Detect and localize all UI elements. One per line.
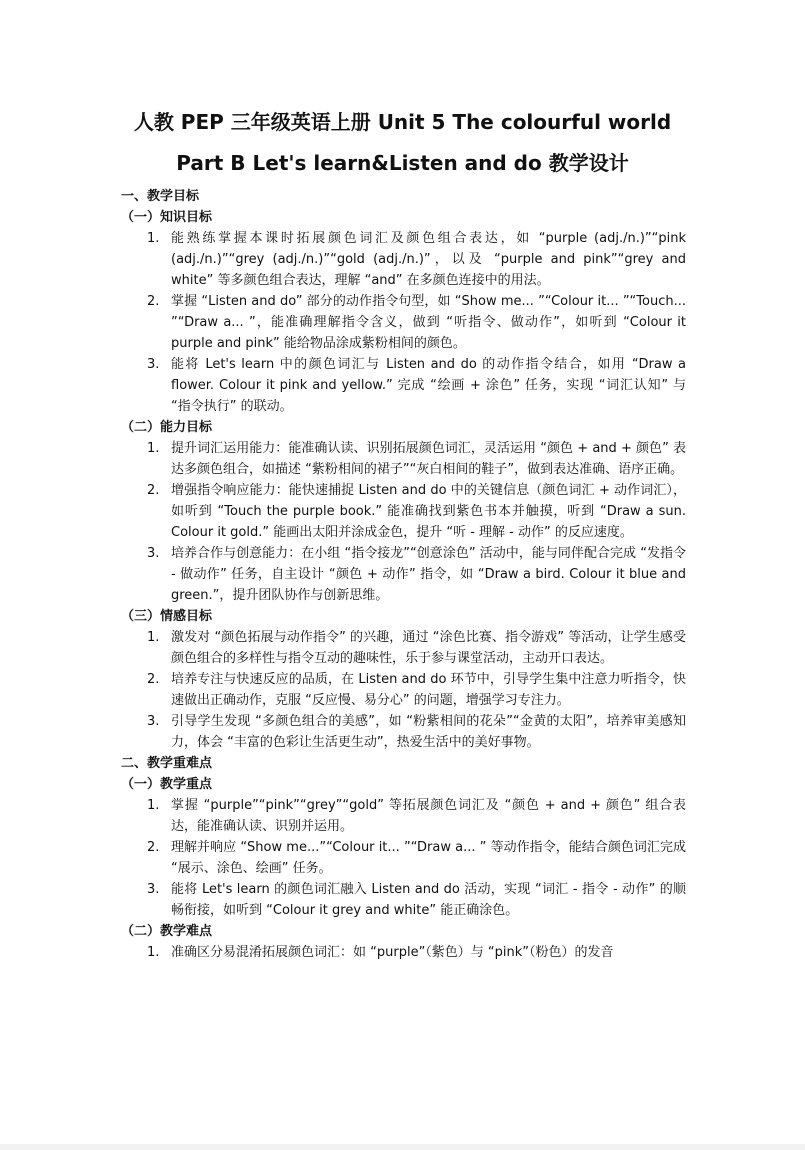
- list-item-text: 培养专注与快速反应的品质，在 Listen and do 环节中，引导学生集中注意力听指令，快速做出正确动作，克服 “反应慢、易分心” 的问题，增强学习专注力。: [171, 672, 686, 708]
- list-item: [121, 480, 686, 543]
- section-heading-key-difficult-points: 二、教学重难点: [121, 756, 213, 771]
- list-item-text: 能将 Let's learn 的颜色词汇融入 Listen and do 活动，实现 “词汇 - 指令 - 动作” 的顺畅衔接，如听到 “Colour it grey and white” 能正确涂色。: [171, 882, 686, 918]
- subsection-heading-knowledge-goals: （一）知识目标: [121, 210, 213, 225]
- list-item-number: 2.: [147, 672, 160, 687]
- list-item: [121, 879, 686, 921]
- subsection-heading-difficult-points: （二）教学难点: [121, 924, 213, 939]
- list-item: [121, 711, 686, 753]
- list-item-number: 2.: [147, 840, 160, 855]
- list-item-text: 掌握 “purple”“pink”“grey”“gold” 等拓展颜色词汇及 “颜色 + and + 颜色” 组合表达，能准确认读、识别并运用。: [171, 798, 686, 834]
- list-item-number: 1.: [147, 231, 160, 246]
- list-item-number: 3.: [147, 714, 160, 729]
- page-bottom-edge: [0, 1144, 805, 1150]
- list-item-text: 培养合作与创意能力：在小组 “指令接龙”“创意涂色” 活动中，能与同伴配合完成 “发指令 - 做动作” 任务，自主设计 “颜色 + 动作” 指令，如 “Draw a bird. Colour it blue and green.”，提升团队协作与创新思维。: [171, 546, 686, 603]
- subsection-heading-ability-goals: （二）能力目标: [121, 420, 213, 435]
- list-item-text: 准确区分易混淆拓展颜色词汇：如 “purple”（紫色）与 “pink”（粉色）的发音: [171, 945, 614, 960]
- list-item-number: 2.: [147, 483, 160, 498]
- list-item-number: 3.: [147, 546, 160, 561]
- list-item-text: 掌握 “Listen and do” 部分的动作指令句型，如 “Show me... ”“Colour it... ”“Touch... ”“Draw a... ”，能准确理解指令含义，做到 “听指令、做动作”，如听到 “Colour it purple and pink” 能给物品涂成紫粉相间的颜色。: [171, 294, 686, 351]
- ability-goals-list: [121, 438, 686, 606]
- knowledge-goals-list: [121, 228, 686, 417]
- list-item: [121, 669, 686, 711]
- list-item: [121, 228, 686, 291]
- list-item: [121, 627, 686, 669]
- document-title-line-2: Part B Let's learn&Listen and do 教学设计: [176, 151, 629, 175]
- emotional-goals-list: [121, 627, 686, 753]
- list-item-text: 理解并响应 “Show me...”“Colour it... ”“Draw a... ” 等动作指令，能结合颜色词汇完成 “展示、涂色、绘画” 任务。: [171, 840, 686, 876]
- list-item-number: 1.: [147, 630, 160, 645]
- list-item: [121, 543, 686, 606]
- section-heading-teaching-goals: 一、教学目标: [121, 189, 200, 204]
- list-item: [121, 795, 686, 837]
- document-body: [121, 186, 686, 963]
- list-item-number: 1.: [147, 945, 160, 960]
- list-item-number: 3.: [147, 882, 160, 897]
- list-item-text: 提升词汇运用能力：能准确认读、识别拓展颜色词汇，灵活运用 “颜色 + and + 颜色” 表达多颜色组合，如描述 “紫粉相间的裙子”“灰白相间的鞋子”，做到表达准确、语序正确。: [171, 441, 686, 477]
- list-item-text: 增强指令响应能力：能快速捕捉 Listen and do 中的关键信息（颜色词汇 + 动作词汇），如听到 “Touch the purple book.” 能准确找到紫色书本并触摸，听到 “Draw a sun. Colour it gold.” 能画出太阳并涂成金色，提升 “听 - 理解 - 动作” 的反应速度。: [171, 483, 686, 540]
- list-item-text: 能将 Let's learn 中的颜色词汇与 Listen and do 的动作指令结合，如用 “Draw a flower. Colour it pink and yellow.” 完成 “绘画 + 涂色” 任务，实现 “词汇认知” 与 “指令执行” 的联动。: [171, 357, 686, 414]
- subsection-heading-emotional-goals: （三）情感目标: [121, 609, 213, 624]
- list-item: [121, 291, 686, 354]
- difficult-points-list: [121, 942, 686, 963]
- document-title-line-1: 人教 PEP 三年级英语上册 Unit 5 The colourful world: [133, 110, 672, 134]
- key-points-list: [121, 795, 686, 921]
- list-item: [121, 942, 686, 963]
- list-item-text: 激发对 “颜色拓展与动作指令” 的兴趣，通过 “涂色比赛、指令游戏” 等活动，让学生感受颜色组合的多样性与指令互动的趣味性，乐于参与课堂活动，主动开口表达。: [171, 630, 686, 666]
- list-item-number: 1.: [147, 798, 160, 813]
- list-item: [121, 354, 686, 417]
- list-item-number: 3.: [147, 357, 160, 372]
- list-item-number: 2.: [147, 294, 160, 309]
- list-item: [121, 438, 686, 480]
- list-item-number: 1.: [147, 441, 160, 456]
- list-item: [121, 837, 686, 879]
- list-item-text: 能熟练掌握本课时拓展颜色词汇及颜色组合表达，如 “purple (adj./n.)”“pink (adj./n.)”“grey (adj./n.)”“gold (adj./n.)”，以及 “purple and pink”“grey and white” 等多颜色组合表达，理解 “and” 在多颜色连接中的用法。: [171, 231, 686, 288]
- subsection-heading-key-points: （一）教学重点: [121, 777, 213, 792]
- list-item-text: 引导学生发现 “多颜色组合的美感”，如 “粉紫相间的花朵”“金黄的太阳”，培养审美感知力，体会 “丰富的色彩让生活更生动”，热爱生活中的美好事物。: [171, 714, 686, 750]
